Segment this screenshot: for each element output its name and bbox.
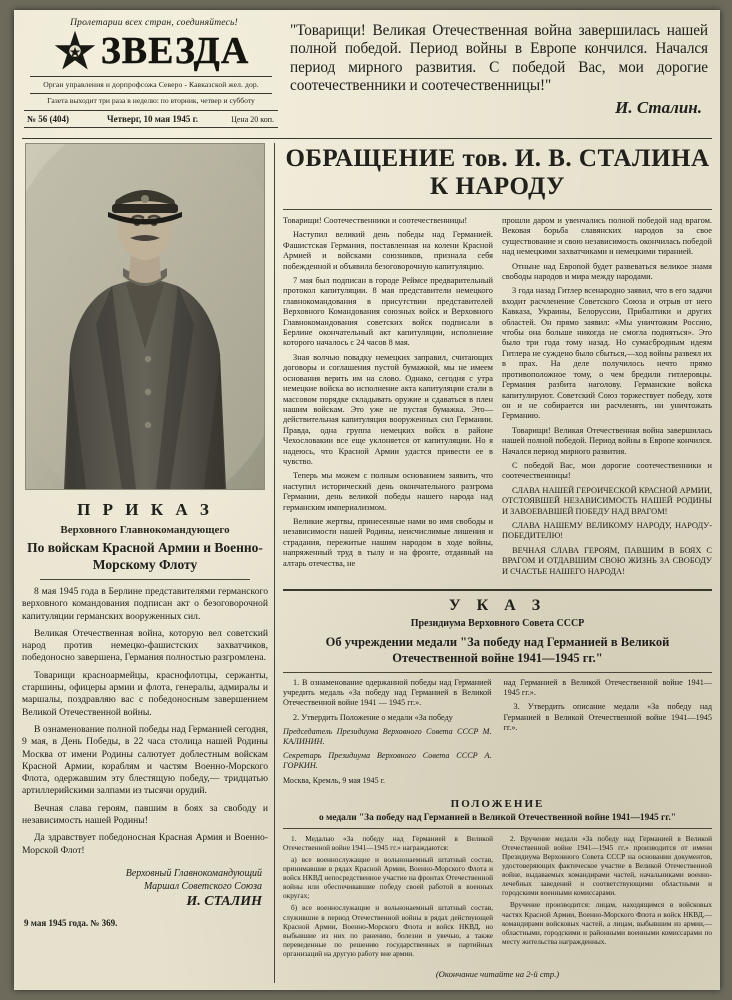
masthead-quote-block [280, 16, 712, 118]
polozhenie-paragraph: Вручение производится: лицам, находящимся в войсковых частях Красной Армии, Военно-Морского Флота и войск НКВД,— командирами войсковых частей, а лицам, выбывшим из армии,— областными, городскими и районными военными комиссарами по месту жительства награжденных. [502, 900, 712, 946]
masthead-divider-2 [30, 93, 272, 94]
address-column-2 [502, 216, 712, 581]
polozhenie-paragraph: а) все военнослужащие и вольнонаемный штатный состав, принимавшие в рядах Красной Армии, Военно-Морского Флота и войск НКВД непосредственное участие на фронтах Отечественной войны или обеспечивавшие победу своей работой в военных округах; [283, 855, 493, 901]
polozhenie-title: ПОЛОЖЕНИЕ [450, 797, 545, 810]
order-paragraph: Да здравствует победоносная Красная Армия и Военно-Морской Флот! [22, 832, 268, 856]
address-paragraph: С победой Вас, мои дорогие соотечественники и соотечественницы! [502, 460, 712, 481]
stalin-quote: "Товарищи! Великая Отечественная война завершилась нашей полной победой. Период войны в Европе кончился. Начался период мирного развития. С победой Вас, мои дорогие соотечественники и соотечественницы!" [290, 22, 708, 95]
ukaz-title: У К А З [448, 597, 547, 614]
polozhenie-subtitle: о медали "За победу над Германией в Великой Отечественной войне 1941—1945 гг." [318, 812, 677, 823]
main-headline-line-1: ОБРАЩЕНИЕ тов. И. В. СТАЛИНА [285, 145, 710, 172]
polozhenie-column-2 [502, 834, 712, 961]
ukaz-paragraph: 3. Утвердить описание медали «За победу над Германией в Великой Отечественной войне 1941—1945 гг.». [503, 702, 712, 732]
order-divider [40, 579, 250, 580]
right-column [275, 143, 712, 983]
ukaz-paragraph: 1. В ознаменование одержанной победы над Германией учредить медаль «За победу над Германией в Великой Отечественной войне 1941 — 1945 гг.». [283, 678, 492, 708]
order-subtitle-2: По войскам Красной Армии и Военно-Морскому Флоту [27, 540, 263, 572]
address-paragraph: Зная волчью повадку немецких заправил, считающих договоры и соглашения пустой бумажкой, мы не имеем основания верить им на слово. Однако, сегодня с утра немецкие войска во исполнение акта капитуляции стали в массовом порядке складывать оружие и сдаваться в плен нашим войскам. Это уже не пустая бумажка. Это—действительная капитуляция вооруженных сил Германии. Правда, одна группа немецких войск в районе Чехословакии все еще уклоняется от капитуляции. Но я надеюсь, что Красной Армии удастся привести ее в чувство. [283, 352, 493, 466]
address-paragraph: Великие жертвы, принесенные нами во имя свободы и независимости нашей Родины, неисчислимые лишения и страдания, пережитые нашим народом в ходе войны, напряженный труд в тылу и на фронте, отданный на алтарь отечества, не [283, 516, 493, 568]
masthead-issue-bar [24, 110, 278, 128]
ukaz-heading: Об учреждении медали "За победу над Германией в Великой Отечественной войне 1941—1945 гг." [325, 635, 670, 665]
order-title: П Р И К А З [77, 500, 213, 519]
address-paragraph: Теперь мы можем с полным основанием заявить, что наступил исторический день окончательного разгрома Германии, день великой победы нашего народа над германским империализмом. [283, 471, 493, 512]
address-slogan: СЛАВА НАШЕМУ ВЕЛИКОМУ НАРОДУ, НАРОДУ-ПОБЕДИТЕЛЮ! [502, 520, 712, 541]
masthead-left [22, 16, 280, 128]
masthead-bottom-divider [22, 138, 712, 139]
left-column [22, 143, 275, 983]
order-subtitle-1: Верховного Главнокомандующего [60, 524, 230, 536]
ukaz-columns [283, 678, 712, 790]
ukaz-subtitle: Президиума Верховного Совета СССР [410, 618, 585, 629]
ukaz-place-date: Москва, Кремль, 9 мая 1945 г. [283, 775, 385, 785]
ukaz-paragraph: над Германией в Великой Отечественной войне 1941—1945 гг.». [503, 678, 712, 698]
masthead-organ-line: Орган управления и дорпрофсожа Северо - Кавказской жел. дор. [43, 80, 259, 89]
star-icon [53, 29, 97, 73]
masthead-divider-1 [30, 76, 272, 77]
polozhenie-columns [283, 834, 712, 961]
address-column-1 [283, 216, 493, 581]
ukaz-paragraph: 2. Утвердить Положение о медали «За победу [293, 712, 453, 722]
address-paragraph: 7 мая был подписан в городе Реймсе предварительный протокол капитуляции. 8 мая представители немецкого главнокомандования в присутствии представителей Верховного Командования союзных войск и Верховного Главнокомандования советских войск подписали в Берлине окончательный акт капитуляции, исполнение которого началось с 24 часов 8 мая. [283, 276, 493, 348]
address-paragraph: Наступил великий день победы над Германией. Фашистская Германия, поставленная на колени Красной Армией и войсками союзников, признала себя побежденной и объявила безоговорочную капитуляцию. [283, 230, 493, 271]
ukaz-section [283, 589, 712, 979]
issue-price: Цена 20 коп. [231, 114, 274, 124]
stalin-portrait [25, 143, 265, 490]
masthead-logo-row [22, 29, 280, 73]
order-footer: 9 мая 1945 года. № 369. [24, 917, 118, 928]
order-paragraph: Вечная слава героям, павшим в боях за свободу и независимость нашей Родины! [22, 802, 268, 827]
masthead-slogan: Пролетарии всех стран, соединяйтесь! [70, 18, 238, 28]
polozhenie-divider [283, 828, 712, 829]
polozhenie-paragraph: б) все военнослужащие и вольнонаемный штатный состав, служившие в период Отечественной войны в рядах действующей Красной Армии, Военно-Морского Флота и войск НКВД, но выбывшие из них по ранению, болезни и увечью, а также переведенные по решению государственных и партийных организаций на другую работу вне армии. [283, 903, 493, 958]
order-paragraph: 8 мая 1945 года в Берлине представителями германского верховного командования подписан акт о безоговорочной капитуляции германских вооруженных сил. [22, 586, 268, 622]
address-paragraph: Товарищи! Великая Отечественная война завершилась нашей полной победой. Период войны в Европе кончился. Начался период мирного развития. [502, 425, 712, 456]
address-paragraph: прошли даром и увенчались полной победой над врагом. Вековая борьба славянских народов за свое существование и свою независимость окончилась победой над немецкими захватчиками и немецкими тиранией. [502, 216, 712, 257]
newspaper-page [14, 10, 720, 990]
masthead-schedule-line: Газета выходит три раза в неделю: по вторник, четвер и субботу [47, 96, 255, 105]
order-signature-name: И. СТАЛИН [186, 893, 262, 909]
polozhenie-column-1 [283, 834, 493, 961]
order-signature-lines [22, 867, 268, 893]
continuation-note: (Окончание читайте на 2-й стр.) [435, 969, 560, 980]
headline-divider [283, 209, 712, 210]
order-paragraph: В ознаменование полной победы над Германией сегодня, 9 мая, в День Победы, в 22 часа столица нашей Родины Москва от имени Родины салютует доблестным войскам Красной Армии, кораблям и частям Военно-Морского Флота, одержавшим эту блестящую победу,— тридцатью артиллерийскими залпами из тысячи орудий. [22, 723, 268, 797]
issue-date: Четверг, 10 мая 1945 г. [107, 114, 198, 124]
polozhenie-paragraph: 2. Вручение медали «За победу над Германией в Великой Отечественной войне 1941—1945 гг.» производится от имени Президиума Верховного Совета СССР на основании документов, удостоверяющих фактическое участие в Великой Отечественной войне, выдаваемых командирами частей, начальниками военно-лечебных заведений и соответствующими областными и городскими военными комиссарами. [502, 833, 712, 898]
masthead [22, 16, 712, 134]
issue-number: № 56 (404) [27, 114, 70, 124]
main-headline [283, 145, 712, 201]
ukaz-signature-1: Председатель Президиума Верховного Совета СССР М. КАЛИНИН. [283, 726, 492, 747]
order-paragraph: Товарищи красноармейцы, краснофлотцы, сержанты, старшины, офицеры армии и флота, генералы, адмиралы и маршалы, поздравляю вас с победоносным завершением Великой Отечественной войны. [22, 669, 268, 718]
page-body [22, 143, 712, 983]
order-paragraph: Великая Отечественная война, которую вел советский народ против немецко-фашистских захватчиков, победоносно завершена, Германия полностью разгромлена. [22, 627, 268, 664]
address-slogan: СЛАВА НАШЕЙ ГЕРОИЧЕСКОЙ КРАСНОЙ АРМИИ, ОТСТОЯВШЕЙ НЕЗАВИСИМОСТЬ НАШЕЙ РОДИНЫ И ЗАВОЕВАВШЕЙ ПОБЕДУ НАД ВРАГОМ! [502, 485, 712, 516]
ukaz-signature-2: Секретарь Президиума Верховного Совета СССР А. ГОРКИН. [283, 751, 492, 771]
main-headline-line-2: К НАРОДУ [429, 173, 566, 200]
order-signature-line-2: Маршал Советского Союза [143, 880, 262, 892]
masthead-title: ЗВЕЗДА [100, 30, 250, 72]
ukaz-column-1 [283, 678, 492, 790]
ukaz-column-2 [504, 678, 713, 790]
address-columns [283, 216, 712, 581]
ukaz-divider [283, 672, 712, 673]
stalin-quote-signature: И. Сталин. [615, 97, 702, 117]
order-signature-line-1: Верховный Главнокомандующий [125, 867, 262, 879]
polozhenie-paragraph: 1. Медалью «За победу над Германией в Великой Отечественной войне 1941—1945 гг.» награждаются: [283, 833, 493, 852]
address-paragraph: Отныне над Европой будет развеваться великое знамя свободы народов и мира между народами. [502, 261, 712, 282]
address-paragraph: Товарищи! Соотечественники и соотечественницы! [283, 216, 468, 225]
address-paragraph: 3 года назад Гитлер всенародно заявил, что в его задачи входит расчленение Советского Союза и отрыв от него Кавказа, Украины, Белоруссии, Прибалтики и других областей. Он прямо заявил: «Мы уничтожим Россию, чтобы она больше никогда не смогла подняться». Это было три года тому назад. Но сумасбродным идеям Гитлера не суждено было сбыться,—ход войны развеял их в прах. На деле получилось нечто прямо противоположное тому, о чем бредили гитлеровцы. Германия разбита наголову. Германские войска капитулируют. Советский Союз торжествует победу, хотя он и не собирается ни расчленять, ни уничтожать Германию. [502, 286, 712, 421]
address-slogan: ВЕЧНАЯ СЛАВА ГЕРОЯМ, ПАВШИМ В БОЯХ С ВРАГОМ И ОТДАВШИМ СВОЮ ЖИЗНЬ ЗА СВОБОДУ И СЧАСТЬЕ НАШЕГО НАРОДА! [502, 545, 712, 576]
